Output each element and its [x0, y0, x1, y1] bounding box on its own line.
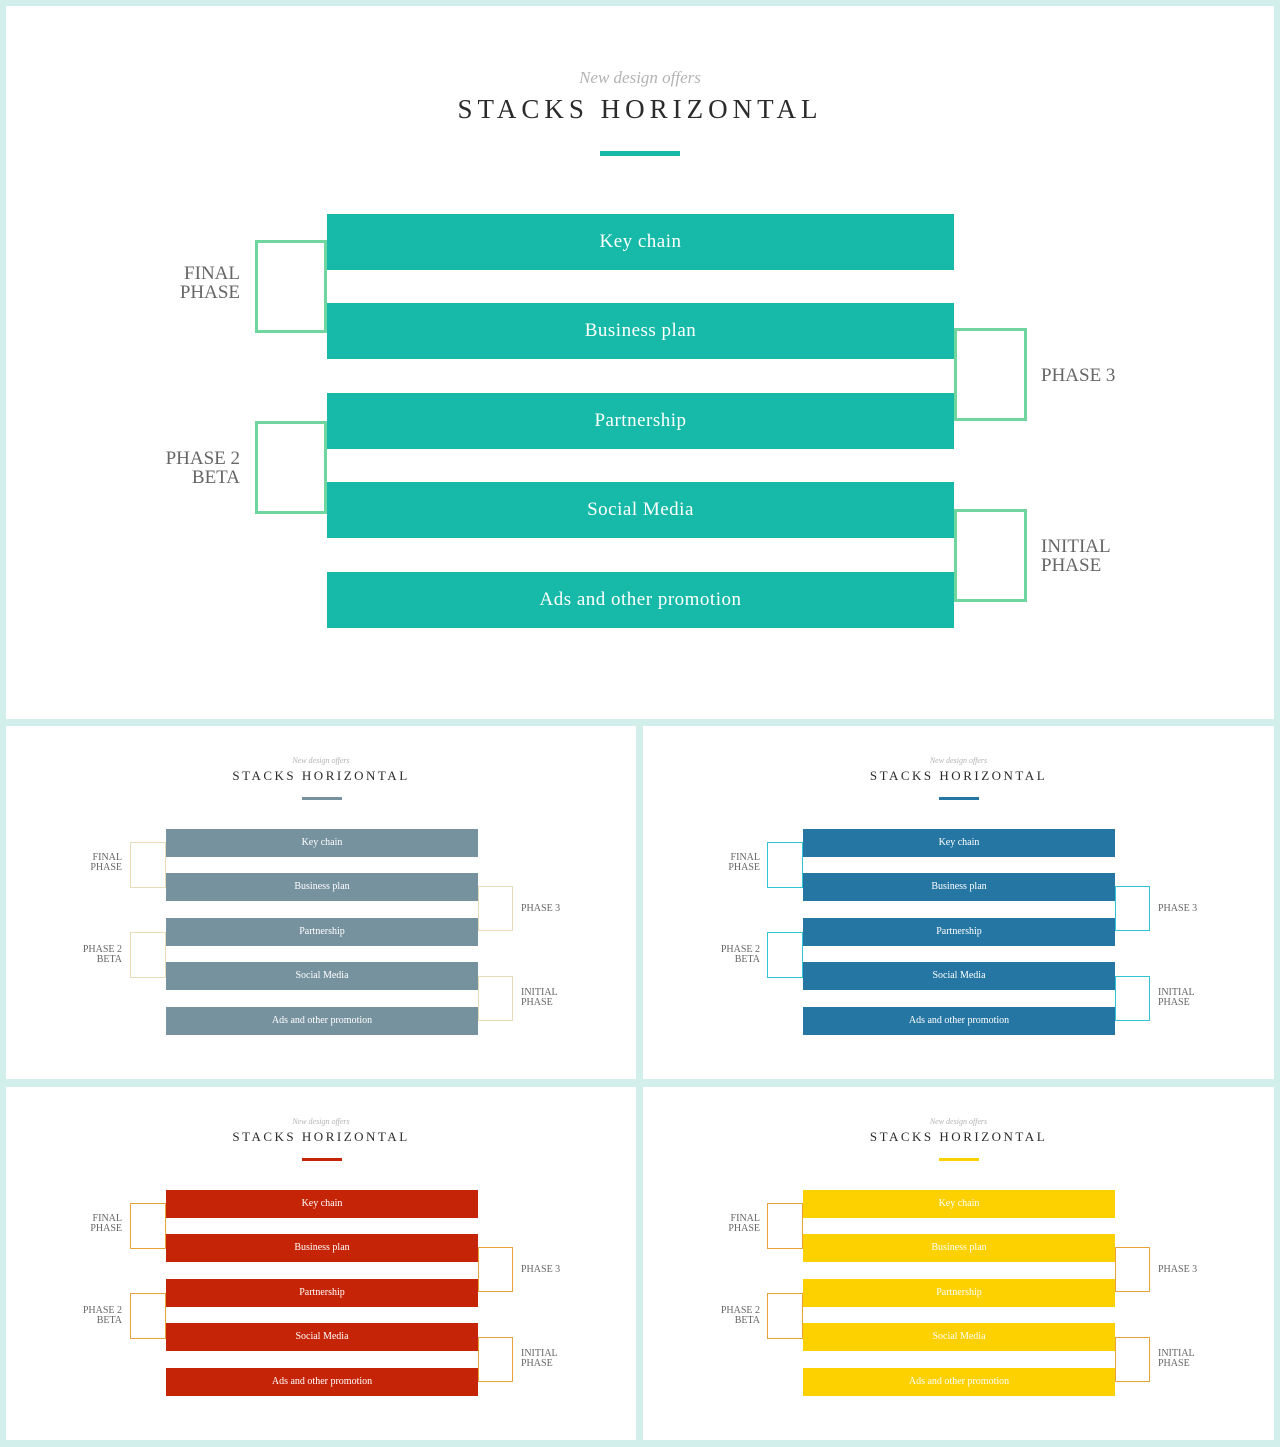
title-underline — [302, 1158, 342, 1161]
slide-variant-red — [6, 1087, 636, 1440]
bar-partnership: Partnership — [166, 918, 478, 946]
title-underline — [302, 797, 342, 800]
slide-main — [6, 6, 1274, 719]
label-final-phase — [90, 1214, 122, 1234]
bar-partnership: Partnership — [803, 1279, 1115, 1307]
label-line: INITIAL — [1041, 536, 1111, 557]
label-initial-phase — [521, 1349, 558, 1369]
label-final-phase — [90, 853, 122, 873]
label-line: PHASE 2 — [82, 944, 122, 955]
bar-social-media: Social Media — [166, 1323, 478, 1351]
label-line: PHASE 2 — [82, 1305, 122, 1316]
bar-business-plan: Business plan — [803, 873, 1115, 901]
label-line: PHASE — [179, 282, 240, 303]
label-final-phase — [728, 853, 760, 873]
label-final-phase — [728, 1214, 760, 1234]
label-phase-2-beta — [83, 945, 122, 965]
bracket-final-phase — [767, 1203, 803, 1249]
label-line: PHASE 2 — [720, 944, 760, 955]
bracket-initial-phase — [954, 509, 1027, 602]
slide-variant-slate — [6, 726, 636, 1079]
bracket-initial-phase — [1115, 976, 1150, 1021]
slide-title: STACKS HORIZONTAL — [457, 94, 823, 124]
bar-key-chain: Key chain — [166, 829, 478, 857]
bar-key-chain: Key chain — [803, 829, 1115, 857]
bar-social-media: Social Media — [327, 482, 954, 538]
label-line: PHASE — [90, 1223, 122, 1234]
slide-variant-blue — [643, 726, 1274, 1079]
bracket-initial-phase — [478, 976, 513, 1021]
label-line: PHASE 3 — [1158, 1264, 1198, 1275]
label-line: PHASE 2 — [720, 1305, 760, 1316]
bar-social-media: Social Media — [803, 1323, 1115, 1351]
label-phase-3 — [521, 1265, 560, 1275]
label-line: BETA — [96, 954, 122, 965]
label-line: PHASE — [1158, 1358, 1190, 1369]
bracket-final-phase — [130, 842, 166, 888]
label-phase-3 — [1158, 1265, 1197, 1275]
slide-subtitle: New design offers — [929, 756, 988, 765]
slide-subtitle: New design offers — [929, 1117, 988, 1126]
bracket-final-phase — [130, 1203, 166, 1249]
slide-variant-yellow — [643, 1087, 1274, 1440]
slide-subtitle: New design offers — [292, 1117, 350, 1126]
label-final-phase — [180, 264, 240, 302]
label-line: INITIAL — [1158, 987, 1195, 998]
bar-key-chain: Key chain — [166, 1190, 478, 1218]
label-line: FINAL — [184, 263, 240, 284]
label-phase-2-beta — [166, 449, 240, 487]
bracket-phase-2 — [767, 932, 803, 978]
bar-ads-promotion: Ads and other promotion — [803, 1007, 1115, 1035]
label-line: PHASE — [521, 997, 553, 1008]
label-line: BETA — [734, 954, 760, 965]
bracket-phase-3 — [478, 1247, 513, 1292]
label-line: FINAL — [730, 1213, 760, 1224]
label-line: PHASE 3 — [521, 903, 561, 914]
label-line: FINAL — [92, 1213, 122, 1224]
bracket-phase-3 — [954, 328, 1027, 421]
label-phase-3 — [1158, 904, 1197, 914]
bracket-initial-phase — [1115, 1337, 1150, 1382]
bar-ads-promotion: Ads and other promotion — [803, 1368, 1115, 1396]
label-line: PHASE — [728, 1223, 760, 1234]
label-phase-3 — [521, 904, 560, 914]
bar-partnership: Partnership — [803, 918, 1115, 946]
bracket-phase-2 — [130, 932, 166, 978]
bar-key-chain: Key chain — [803, 1190, 1115, 1218]
title-underline — [939, 1158, 979, 1161]
label-line: PHASE — [728, 862, 760, 873]
bracket-initial-phase — [478, 1337, 513, 1382]
title-underline — [939, 797, 979, 800]
slide-subtitle: New design offers — [292, 756, 350, 765]
bar-social-media: Social Media — [803, 962, 1115, 990]
label-line: INITIAL — [1158, 1348, 1195, 1359]
label-phase-2-beta — [721, 1306, 760, 1326]
label-line: PHASE — [90, 862, 122, 873]
label-line: PHASE 3 — [521, 1264, 561, 1275]
label-line: FINAL — [92, 852, 122, 863]
slide-title: STACKS HORIZONTAL — [869, 1129, 1048, 1144]
slide-title: STACKS HORIZONTAL — [869, 768, 1048, 783]
slide-subtitle: New design offers — [579, 68, 701, 87]
bar-business-plan: Business plan — [327, 303, 954, 359]
bracket-final-phase — [767, 842, 803, 888]
bar-key-chain: Key chain — [327, 214, 954, 270]
label-initial-phase — [1158, 1349, 1195, 1369]
label-initial-phase — [521, 988, 558, 1008]
label-line: PHASE 3 — [1041, 365, 1116, 386]
label-initial-phase — [1041, 537, 1111, 575]
label-phase-2-beta — [721, 945, 760, 965]
slide-title: STACKS HORIZONTAL — [232, 1129, 410, 1144]
bar-business-plan: Business plan — [166, 1234, 478, 1262]
label-phase-3 — [1041, 366, 1115, 385]
label-line: BETA — [96, 1315, 122, 1326]
title-underline — [600, 151, 680, 156]
label-phase-2-beta — [83, 1306, 122, 1326]
bracket-phase-3 — [1115, 1247, 1150, 1292]
bracket-phase-2 — [130, 1293, 166, 1339]
slide-title: STACKS HORIZONTAL — [232, 768, 410, 783]
bar-ads-promotion: Ads and other promotion — [327, 572, 954, 628]
label-line: INITIAL — [521, 987, 558, 998]
label-line: PHASE 3 — [1158, 903, 1198, 914]
bracket-phase-2 — [767, 1293, 803, 1339]
bracket-phase-3 — [478, 886, 513, 931]
bracket-phase-2 — [255, 421, 327, 514]
label-line: PHASE — [521, 1358, 553, 1369]
label-initial-phase — [1158, 988, 1195, 1008]
bracket-phase-3 — [1115, 886, 1150, 931]
bar-social-media: Social Media — [166, 962, 478, 990]
label-line: BETA — [191, 467, 240, 488]
label-line: INITIAL — [521, 1348, 558, 1359]
bar-business-plan: Business plan — [166, 873, 478, 901]
label-line: BETA — [734, 1315, 760, 1326]
label-line: PHASE — [1158, 997, 1190, 1008]
bracket-final-phase — [255, 240, 327, 333]
label-line: PHASE 2 — [165, 448, 240, 469]
bar-partnership: Partnership — [166, 1279, 478, 1307]
label-line: PHASE — [1041, 555, 1102, 576]
bar-partnership: Partnership — [327, 393, 954, 449]
bar-ads-promotion: Ads and other promotion — [166, 1368, 478, 1396]
bar-business-plan: Business plan — [803, 1234, 1115, 1262]
bar-ads-promotion: Ads and other promotion — [166, 1007, 478, 1035]
label-line: FINAL — [730, 852, 760, 863]
